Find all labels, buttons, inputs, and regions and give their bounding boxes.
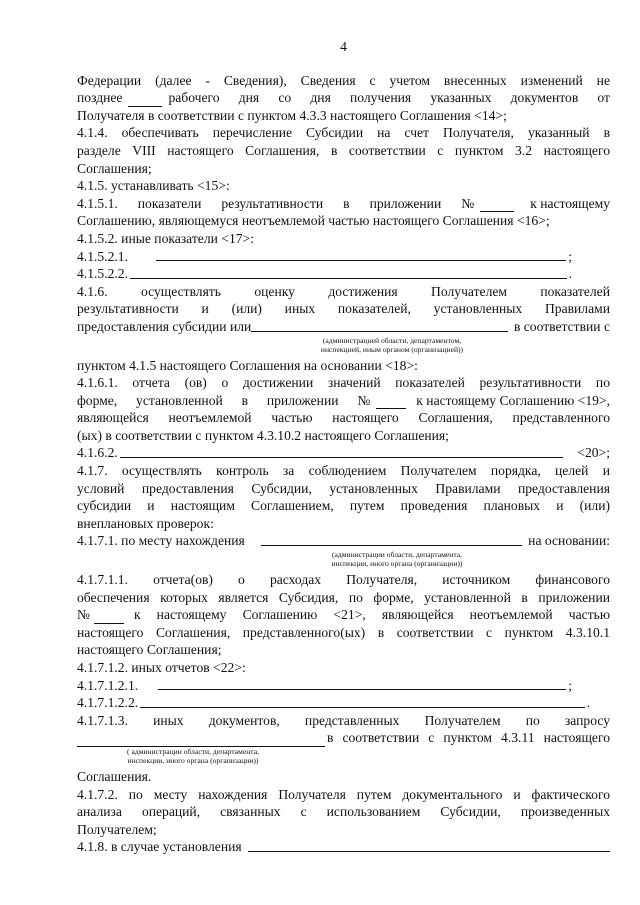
blank-field (261, 533, 522, 546)
text-line: 4.1.5.2.1. ; (77, 248, 572, 264)
text-line: в соответствии с пунктом 4.3.11 настоящего (77, 729, 610, 747)
text-line: субсидии и настоящим Соглашением, путем проведения плановых и (или) (77, 498, 610, 514)
text-line: настоящего Соглашения, представленного(ых) в соответствии с пунктом 4.3.10.1 (77, 624, 610, 640)
text-line: внеплановых проверок: (77, 515, 214, 531)
text-line: предоставления субсидии или в соответствии с (77, 318, 610, 334)
blank-field (376, 396, 406, 409)
blank-field (77, 734, 325, 747)
text-line: Федерации (далее - Сведения), Сведения с учетом внесенных изменений не (77, 72, 610, 88)
blank-field (248, 839, 610, 852)
blank-field (120, 445, 564, 458)
blank-field (480, 199, 514, 212)
text-line: 4.1.7.1. по месту нахождения на основании: (77, 533, 610, 549)
text-line: 4.1.5.1. показатели результативности в приложении № к настоящему (77, 195, 610, 211)
text-line: 4.1.7.2. по месту нахождения Получателя путем документального и фактического (77, 786, 610, 802)
text-line: разделе VIII настоящего Соглашения, в соответствии с пунктом 3.2 настоящего (77, 142, 610, 158)
text-line: 4.1.7.1.1. отчета(ов) о расходах Получателя, источником финансового (77, 572, 610, 588)
text-line: условий предоставления Субсидии, установленных Правилами предоставления (77, 480, 610, 496)
text-line: результативности и (или) иных показателей, установленных Правилами (77, 301, 610, 317)
text-line: 4.1.7. осуществлять контроль за соблюдением Получателем порядка, целей и (77, 463, 610, 479)
text-line: 4.1.5.2.2. . (77, 266, 572, 282)
text-line: пунктом 4.1.5 настоящего Соглашения на основании <18>: (77, 357, 418, 373)
field-caption: ( администрации области, департамента, инспекции, иного органа (организации)) (127, 746, 259, 765)
page-number: 4 (340, 39, 347, 54)
text-line: 4.1.7.1.3. иных документов, представленных Получателем по запросу (77, 712, 610, 728)
text-line: 4.1.6.1. отчета (ов) о достижении значений показателей результативности по (77, 375, 610, 391)
blank-field (128, 94, 162, 107)
text-line: № к настоящему Соглашению <21>, являющейся неотъемлемой частью (77, 607, 610, 623)
text-line: 4.1.6.2. <20>; (77, 445, 610, 461)
blank-field (140, 695, 584, 708)
text-line: форме, установленной в приложении № к настоящему Соглашению <19>, (77, 392, 610, 408)
text-line: 4.1.8. в случае установления (77, 838, 610, 856)
text-line: обеспечения которых является Субсидия, по форме, установленной в приложении (77, 589, 610, 605)
text-line: настоящего Соглашения; (77, 642, 222, 658)
blank-field (251, 319, 508, 332)
text-line: 4.1.4. обеспечивать перечисление Субсидии на счет Получателя, указанный в (77, 125, 610, 141)
text-line: Соглашения; (77, 160, 152, 176)
text-line: анализа операций, связанных с использованием Субсидии, произведенных (77, 804, 610, 820)
text-line: 4.1.5. устанавливать <15>: (77, 178, 230, 194)
text-line: 4.1.6. осуществлять оценку достижения Получателем показателей (77, 283, 610, 299)
text-line: 4.1.7.1.2.2. . (77, 695, 590, 711)
blank-field (158, 677, 566, 690)
text-line: Получателя в соответствии с пунктом 4.3.3 настоящего Соглашения <14>; (77, 107, 507, 123)
blank-field (156, 248, 566, 261)
text-line: позднее рабочего дня со дня получения указанных документов от (77, 90, 610, 106)
text-line: 4.1.7.1.2.1. ; (77, 677, 572, 693)
text-line: Соглашения. (77, 768, 152, 784)
field-caption: (администрации области, департамента, инспекции, иного органа (организации)) (331, 550, 463, 569)
text-line: являющейся неотъемлемой частью настоящего Соглашения, представленного (77, 410, 610, 426)
text-line: (ых) в соответствии с пунктом 4.3.10.2 настоящего Соглашения; (77, 427, 449, 443)
text-line: 4.1.7.1.2. иных отчетов <22>: (77, 660, 246, 675)
text-line: Получателем; (77, 821, 157, 837)
text-line: 4.1.5.2. иные показатели <17>: (77, 230, 254, 246)
text-line: Соглашению, являющемуся неотъемлемой частью настоящего Соглашения <16>; (77, 213, 550, 229)
blank-field (94, 611, 124, 624)
blank-field (130, 266, 567, 279)
field-caption: (администрацией области, департаментом, инспекцией, иным органом (организацией)) (320, 335, 464, 354)
